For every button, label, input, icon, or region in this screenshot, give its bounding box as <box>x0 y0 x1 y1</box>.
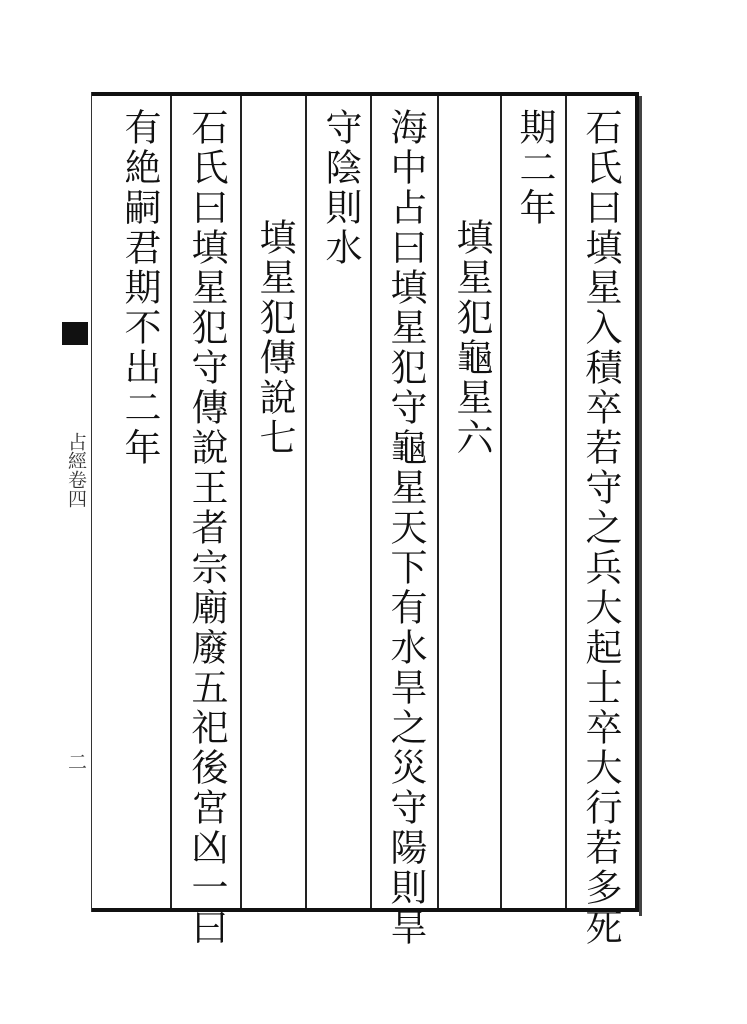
text-column-5: 守陰則水 <box>319 108 362 268</box>
fish-tail-mark-bottom <box>62 340 88 345</box>
column-rule-7 <box>170 96 172 908</box>
text-column-3-heading: 填星犯龜星六 <box>450 218 493 458</box>
column-rule-4 <box>370 96 372 908</box>
text-column-2: 期二年 <box>513 108 556 228</box>
column-rule-1 <box>565 96 567 908</box>
page-gutter <box>60 92 92 912</box>
text-column-4: 海中占曰填星犯守龜星天下有水旱之災守陽則旱 <box>384 108 427 948</box>
gutter-book-title: 占經卷四 <box>65 432 87 508</box>
text-column-1: 石氏曰填星入積卒若守之兵大起士卒大行若多死 <box>579 108 622 948</box>
text-column-8: 有絶嗣君期不出二年 <box>118 108 161 468</box>
column-rule-5 <box>305 96 307 908</box>
text-block-frame <box>92 92 639 912</box>
text-column-7: 石氏曰填星犯守傳說王者宗廟廢五祀後宮凶一曰 <box>185 108 228 948</box>
gutter-leaf-number: 二 <box>65 752 87 771</box>
right-border-shadow <box>639 96 642 916</box>
column-rule-6 <box>240 96 242 908</box>
column-rule-3 <box>437 96 439 908</box>
column-rule-2 <box>500 96 502 908</box>
text-column-6-heading: 填星犯傳說七 <box>253 218 296 458</box>
